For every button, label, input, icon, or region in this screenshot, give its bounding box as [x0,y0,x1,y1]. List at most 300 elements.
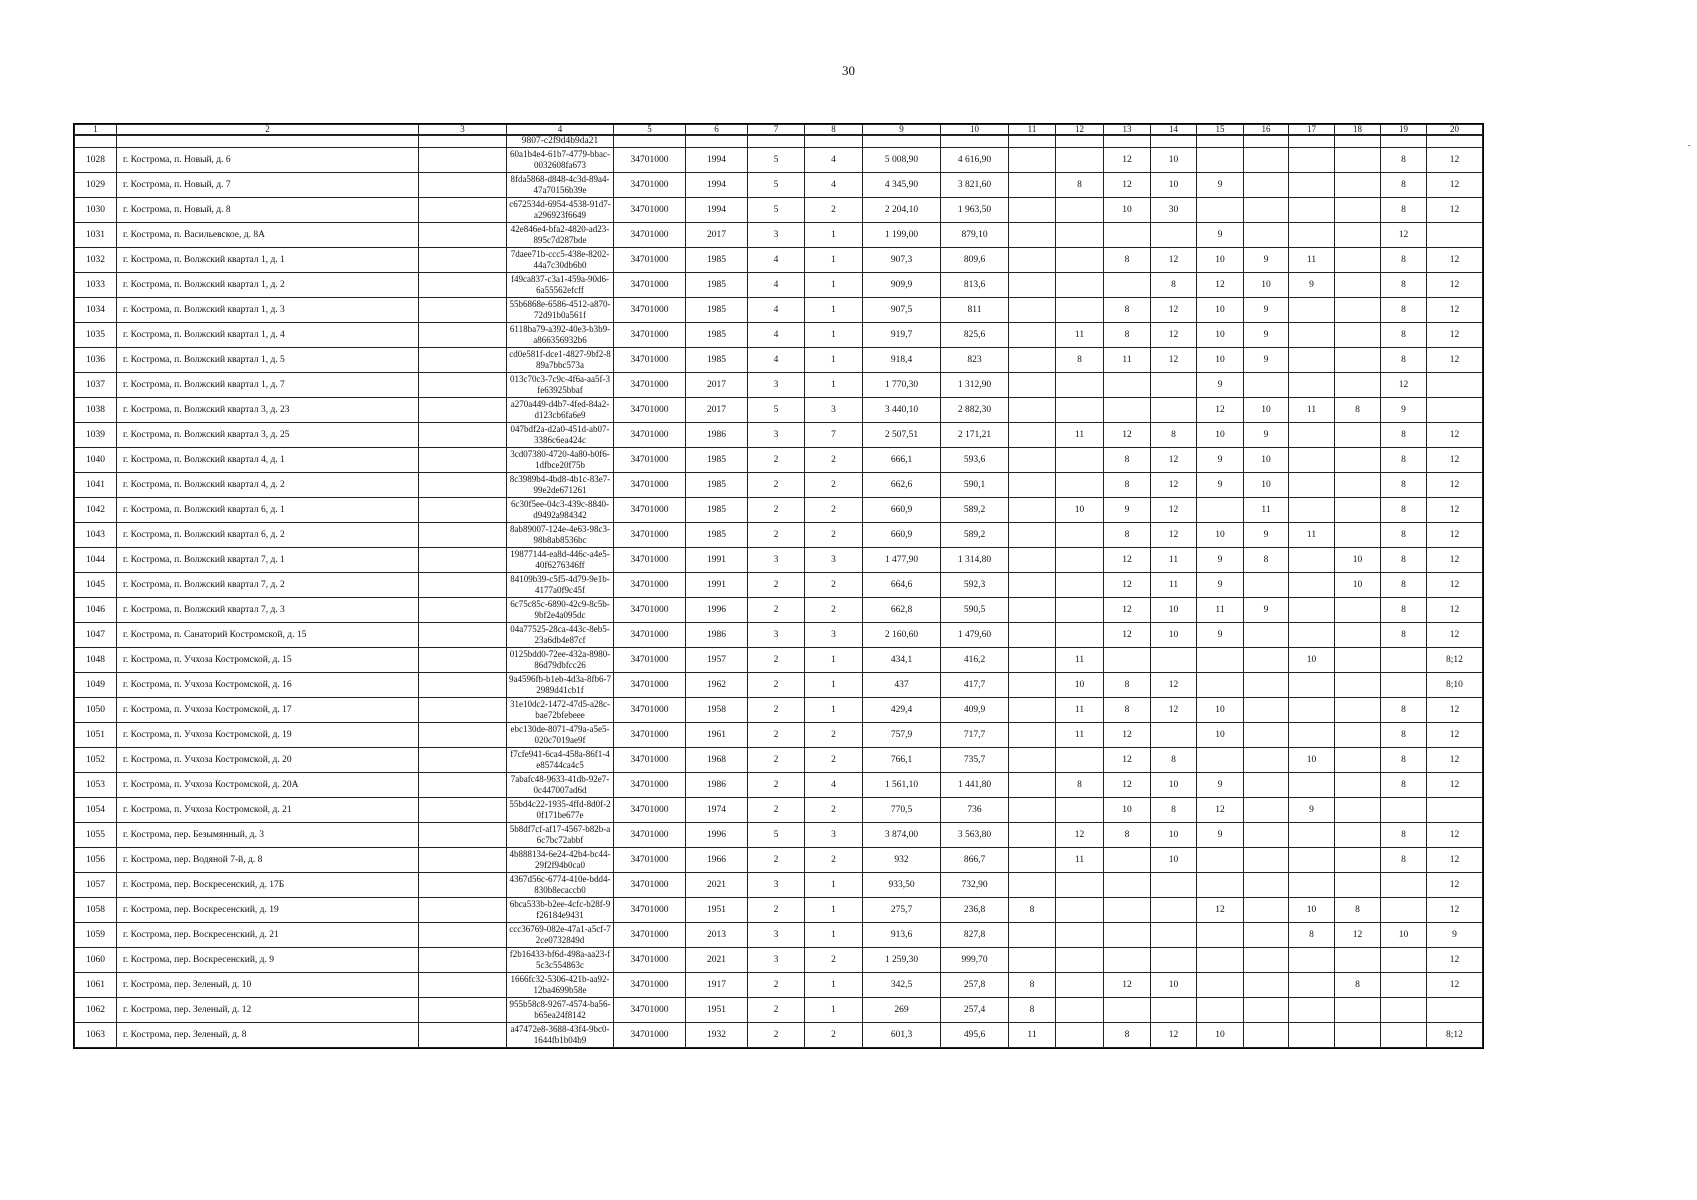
table-cell [1335,148,1381,173]
oktmo-cell: 34701000 [614,873,686,898]
table-cell [1335,173,1381,198]
table-cell: 1 [805,248,863,273]
table-cell: 8 [1151,748,1197,773]
table-cell: 2 [748,673,805,698]
table-row [75,648,1483,673]
data-table [74,124,1483,1048]
table-cell [1244,623,1289,648]
guid-cell: 013c70c3-7c9c-4f6a-aa5f-3fe63925bbaf [507,373,614,398]
table-cell [1289,948,1335,973]
address-cell: г. Кострома, п. Волжский квартал 1, д. 4 [117,323,419,348]
table-cell: 8 [1381,573,1427,598]
table-cell [1151,873,1197,898]
table-cell: 257,8 [941,973,1009,998]
table-cell: 12 [1427,448,1483,473]
table-cell [419,923,507,948]
table-cell: 1 259,30 [863,948,941,973]
table-cell [1289,698,1335,723]
table-cell: 12 [1104,973,1151,998]
address-cell: г. Кострома, п. Волжский квартал 3, д. 25 [117,423,419,448]
table-cell: 1 441,80 [941,773,1009,798]
table-cell: 1 479,60 [941,623,1009,648]
table-cell [1381,1023,1427,1048]
guid-cell: 4b888134-6e24-42b4-bc44-29f2f94b0ca0 [507,848,614,873]
table-cell: 3 [748,623,805,648]
address-cell: г. Кострома, п. Волжский квартал 1, д. 5 [117,348,419,373]
table-cell: 8 [1104,698,1151,723]
table-row [75,573,1483,598]
guid-cell: cd0e581f-dce1-4827-9bf2-889a7bbc573a [507,348,614,373]
table-cell: 3 [805,623,863,648]
table-cell [1244,848,1289,873]
year-cell: 1974 [686,798,748,823]
table-cell: 3 [805,398,863,423]
table-cell [419,448,507,473]
table-cell: 12 [1197,273,1244,298]
table-cell: 2 [748,973,805,998]
table-cell: 1 [805,998,863,1023]
table-cell: 12 [1151,448,1197,473]
table-cell: 11 [1151,548,1197,573]
oktmo-cell: 34701000 [614,798,686,823]
table-cell: 8;12 [1427,1023,1483,1048]
table-row [75,823,1483,848]
row-number: 1055 [75,823,117,848]
year-cell: 1985 [686,298,748,323]
table-row [75,548,1483,573]
table-cell: 4 [805,173,863,198]
table-cell: 10 [1104,798,1151,823]
table-cell: 12 [1427,198,1483,223]
table-cell: 2 [805,948,863,973]
year-cell: 1985 [686,523,748,548]
table-row [75,998,1483,1023]
table-cell [1289,498,1335,523]
table-cell: 8 [1335,898,1381,923]
table-cell [419,323,507,348]
table-cell: 12 [1104,173,1151,198]
empty-cell [1056,135,1104,148]
table-cell: 10 [1289,648,1335,673]
table-cell: 866,7 [941,848,1009,873]
table-cell: 4 [748,248,805,273]
year-cell: 1996 [686,823,748,848]
table-cell: 8 [1151,273,1197,298]
table-cell: 8 [1335,973,1381,998]
table-cell: 660,9 [863,498,941,523]
table-cell: 10 [1197,1023,1244,1048]
table-cell: 10 [1056,673,1104,698]
table-cell [1289,173,1335,198]
continuation-row [75,135,1483,148]
table-cell: 757,9 [863,723,941,748]
table-row [75,948,1483,973]
address-cell: г. Кострома, пер. Воскресенский, д. 21 [117,923,419,948]
table-cell [1335,198,1381,223]
table-cell: 495,6 [941,1023,1009,1048]
table-cell [419,573,507,598]
table-cell: 257,4 [941,998,1009,1023]
empty-cell [1289,135,1335,148]
address-cell: г. Кострома, пер. Зеленый, д. 12 [117,998,419,1023]
table-row [75,598,1483,623]
table-cell [1335,998,1381,1023]
year-cell: 1966 [686,848,748,873]
guid-cell: 6c30f5ee-04c3-439c-8840-d9492a984342 [507,498,614,523]
table-cell [1289,148,1335,173]
year-cell: 1958 [686,698,748,723]
table-cell [419,873,507,898]
table-cell [1197,748,1244,773]
table-cell [1427,398,1483,423]
table-cell [419,998,507,1023]
table-cell [1104,398,1151,423]
table-cell [1009,873,1056,898]
column-header: 5 [614,125,686,136]
oktmo-cell: 34701000 [614,848,686,873]
table-row [75,248,1483,273]
table-cell [1009,573,1056,598]
table-cell: 1 [805,973,863,998]
table-cell: 8 [1381,323,1427,348]
table-cell [1009,148,1056,173]
column-header: 20 [1427,125,1483,136]
column-header: 8 [805,125,863,136]
address-cell: г. Кострома, п. Волжский квартал 1, д. 2 [117,273,419,298]
table-cell [1056,548,1104,573]
empty-cell [863,135,941,148]
table-cell [1056,273,1104,298]
table-cell [1104,273,1151,298]
table-row [75,198,1483,223]
table-cell: 813,6 [941,273,1009,298]
guid-cell: f7cfe941-6ca4-458a-86f1-4e85744ca4c5 [507,748,614,773]
table-row [75,373,1483,398]
address-cell: г. Кострома, п. Волжский квартал 6, д. 2 [117,523,419,548]
table-cell [1009,448,1056,473]
table-cell: 8 [1381,148,1427,173]
table-cell: 666,1 [863,448,941,473]
table-cell [1335,248,1381,273]
row-number: 1041 [75,473,117,498]
oktmo-cell: 34701000 [614,348,686,373]
table-cell: 2 [805,523,863,548]
table-cell [1335,798,1381,823]
table-cell: 3 [748,423,805,448]
column-header: 7 [748,125,805,136]
table-cell [419,1023,507,1048]
address-cell: г. Кострома, п. Новый, д. 8 [117,198,419,223]
guid-cell: 047bdf2a-d2a0-451d-ab07-3386c6ea424c [507,423,614,448]
table-cell: 12 [1104,748,1151,773]
table-cell: 12 [1427,523,1483,548]
table-cell: 8 [1335,398,1381,423]
table-cell: 809,6 [941,248,1009,273]
guid-cell: 9807-c2f9d4b9da21 [507,135,614,148]
table-cell [1009,748,1056,773]
table-cell: 1 [805,923,863,948]
table-cell: 8 [1151,798,1197,823]
table-cell: 12 [1427,498,1483,523]
table-cell: 1 561,10 [863,773,941,798]
table-cell [1289,548,1335,573]
table-cell [1381,948,1427,973]
edge-mark: - [1687,140,1691,151]
table-cell: 10 [1151,173,1197,198]
row-number: 1048 [75,648,117,673]
table-cell: 766,1 [863,748,941,773]
table-cell: 12 [1427,323,1483,348]
table-cell: 12 [1381,373,1427,398]
table-cell [1151,923,1197,948]
table-cell [419,948,507,973]
table-cell: 12 [1427,148,1483,173]
row-number: 1051 [75,723,117,748]
table-cell: 10 [1197,723,1244,748]
table-cell: 592,3 [941,573,1009,598]
table-cell [1427,798,1483,823]
table-cell: 12 [1197,798,1244,823]
table-cell [1104,873,1151,898]
table-row [75,273,1483,298]
row-number: 1036 [75,348,117,373]
table-cell [419,698,507,723]
table-cell [419,848,507,873]
table-cell [419,398,507,423]
row-number: 1040 [75,448,117,473]
table-cell: 12 [1427,173,1483,198]
table-cell: 1 [805,323,863,348]
table-cell: 1 [805,348,863,373]
guid-cell: 7daee71b-ccc5-438e-8202-44a7c30db6b0 [507,248,614,273]
table-cell: 3 [748,373,805,398]
table-cell: 9 [1197,548,1244,573]
table-cell [1056,473,1104,498]
table-cell: 2 171,21 [941,423,1009,448]
oktmo-cell: 34701000 [614,673,686,698]
table-cell: 2 [805,1023,863,1048]
oktmo-cell: 34701000 [614,773,686,798]
year-cell: 1951 [686,898,748,923]
table-cell [1289,323,1335,348]
table-cell [419,498,507,523]
table-cell: 12 [1104,548,1151,573]
table-cell: 2 [748,573,805,598]
oktmo-cell: 34701000 [614,623,686,648]
table-cell [1289,198,1335,223]
year-cell: 1961 [686,723,748,748]
table-cell: 4 [805,148,863,173]
table-cell [1056,148,1104,173]
table-cell [1335,423,1381,448]
year-cell: 1994 [686,173,748,198]
row-number: 1062 [75,998,117,1023]
table-cell [1244,798,1289,823]
table-cell [1056,898,1104,923]
table-cell [419,798,507,823]
table-cell [419,773,507,798]
table-cell: 8 [1104,448,1151,473]
address-cell: г. Кострома, пер. Водяной 7-й, д. 8 [117,848,419,873]
table-cell: 12 [1151,298,1197,323]
table-cell: 1 [805,898,863,923]
oktmo-cell: 34701000 [614,398,686,423]
table-cell: 8 [1009,998,1056,1023]
table-row [75,473,1483,498]
table-cell [1009,673,1056,698]
guid-cell: 55bd4c22-1935-4ffd-8d0f-20f171be677e [507,798,614,823]
table-cell: 827,8 [941,923,1009,948]
empty-cell [748,135,805,148]
table-cell: 601,3 [863,1023,941,1048]
empty-cell [1244,135,1289,148]
table-cell: 9 [1244,523,1289,548]
table-row [75,623,1483,648]
table-cell: 12 [1151,673,1197,698]
table-cell: 8 [1056,173,1104,198]
year-cell: 2013 [686,923,748,948]
table-cell [1056,1023,1104,1048]
table-cell [1244,748,1289,773]
table-cell: 2 [748,498,805,523]
table-cell: 9 [1289,798,1335,823]
table-cell [1244,698,1289,723]
table-cell [1335,273,1381,298]
table-cell: 907,3 [863,248,941,273]
oktmo-cell: 34701000 [614,198,686,223]
table-cell [1104,998,1151,1023]
table-cell: 8 [1104,473,1151,498]
table-cell: 10 [1197,248,1244,273]
table-cell: 1 [805,373,863,398]
table-cell [1056,398,1104,423]
table-cell: 10 [1151,148,1197,173]
table-row [75,1023,1483,1048]
column-header: 9 [863,125,941,136]
table-cell: 10 [1151,973,1197,998]
table-cell: 9 [1197,448,1244,473]
row-number: 1028 [75,148,117,173]
guid-cell: f49ca837-c3a1-459a-90d6-6a55562efcff [507,273,614,298]
table-cell [419,373,507,398]
table-cell: 4 [748,348,805,373]
table-cell: 8 [1381,598,1427,623]
table-cell [1009,548,1056,573]
table-row [75,448,1483,473]
oktmo-cell: 34701000 [614,148,686,173]
table-cell: 9 [1197,373,1244,398]
table-cell: 9 [1197,173,1244,198]
table-cell: 10 [1244,273,1289,298]
table-cell [1009,173,1056,198]
row-number: 1056 [75,848,117,873]
table-cell [419,973,507,998]
table-row [75,148,1483,173]
table-cell: 2 [748,648,805,673]
table-cell [1104,898,1151,923]
table-cell: 9 [1197,623,1244,648]
table-cell: 10 [1244,398,1289,423]
table-cell [1381,898,1427,923]
table-cell: 12 [1427,973,1483,998]
oktmo-cell: 34701000 [614,573,686,598]
table-cell [1197,648,1244,673]
year-cell: 1994 [686,198,748,223]
table-cell [1335,673,1381,698]
table-cell: 2 [805,473,863,498]
table-cell: 12 [1104,423,1151,448]
guid-cell: a47472e8-3688-43f4-9bc0-1644fb1b04b9 [507,1023,614,1048]
table-cell: 12 [1427,348,1483,373]
row-number: 1042 [75,498,117,523]
table-row [75,698,1483,723]
table-cell: 11 [1056,423,1104,448]
oktmo-cell: 34701000 [614,173,686,198]
address-cell: г. Кострома, пер. Воскресенский, д. 19 [117,898,419,923]
table-cell: 3 874,00 [863,823,941,848]
table-cell: 8 [1381,248,1427,273]
table-cell: 12 [1104,598,1151,623]
column-header: 3 [419,125,507,136]
year-cell: 1917 [686,973,748,998]
table-cell: 12 [1104,573,1151,598]
table-cell [1151,998,1197,1023]
guid-cell: 8c3989b4-4bd8-4b1c-83e7-99e2de671261 [507,473,614,498]
table-cell [1289,423,1335,448]
table-cell: 2 507,51 [863,423,941,448]
table-cell: 4 [805,773,863,798]
table-cell: 5 008,90 [863,148,941,173]
table-cell: 409,9 [941,698,1009,723]
row-number: 1044 [75,548,117,573]
empty-cell [117,135,419,148]
table-cell: 12 [1197,398,1244,423]
table-cell: 9 [1244,323,1289,348]
table-cell: 664,6 [863,573,941,598]
table-cell: 3 563,80 [941,823,1009,848]
table-cell: 590,1 [941,473,1009,498]
table-cell: 11 [1104,348,1151,373]
table-cell: 12 [1381,223,1427,248]
address-cell: г. Кострома, пер. Зеленый, д. 10 [117,973,419,998]
guid-cell: 60a1b4e4-61b7-4779-bbac-0032608fa673 [507,148,614,173]
table-cell: 9 [1244,298,1289,323]
row-number: 1058 [75,898,117,923]
table-cell: 275,7 [863,898,941,923]
table-cell: 3 [748,923,805,948]
table-cell [1009,773,1056,798]
empty-cell [1335,135,1381,148]
table-cell: 8 [1104,248,1151,273]
oktmo-cell: 34701000 [614,548,686,573]
address-cell: г. Кострома, п. Волжский квартал 1, д. 1 [117,248,419,273]
table-cell [1244,973,1289,998]
table-cell: 8 [1381,198,1427,223]
table-cell [1104,648,1151,673]
address-cell: г. Кострома, п. Учхоза Костромской, д. 20А [117,773,419,798]
table-cell: 12 [1151,248,1197,273]
table-cell: 8 [1104,523,1151,548]
oktmo-cell: 34701000 [614,423,686,448]
table-cell [1244,1023,1289,1048]
table-cell: 5 [748,198,805,223]
table-cell: 11 [1151,573,1197,598]
table-cell: 8 [1381,423,1427,448]
table-cell: 2 [748,898,805,923]
oktmo-cell: 34701000 [614,498,686,523]
table-cell [1289,373,1335,398]
year-cell: 1985 [686,323,748,348]
